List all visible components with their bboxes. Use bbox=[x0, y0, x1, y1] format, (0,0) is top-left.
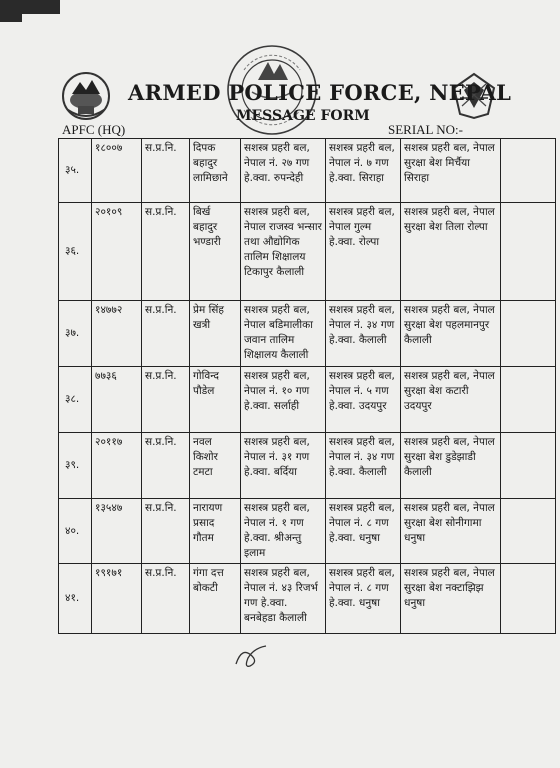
form-subtitle: MESSAGE FORM bbox=[236, 108, 370, 124]
cell-dest: सशस्त्र प्रहरी बल, नेपाल सुरक्षा बेश नक्टाझिझ धनुषा bbox=[401, 564, 501, 634]
cell-from: सशस्त्र प्रहरी बल, नेपाल नं. १० गण हे.क्वा. सर्लाही bbox=[241, 367, 326, 433]
cell-sn: ४१. bbox=[59, 564, 92, 634]
cell-sn: ४०. bbox=[59, 499, 92, 564]
cell-dest: सशस्त्र प्रहरी बल, नेपाल सुरक्षा बेश कटारी उदयपुर bbox=[401, 367, 501, 433]
cell-dest: सशस्त्र प्रहरी बल, नेपाल सुरक्षा बेश सोनीगामा धनुषा bbox=[401, 499, 501, 564]
cell-to: सशस्त्र प्रहरी बल, नेपाल नं. ७ गण हे.क्वा. सिराहा bbox=[326, 139, 401, 203]
cell-dest: सशस्त्र प्रहरी बल, नेपाल सुरक्षा बेश डुडेझाडी कैलाली bbox=[401, 433, 501, 499]
transfer-table bbox=[58, 138, 556, 634]
cell-to: सशस्त्र प्रहरी बल, नेपाल गुल्म हे.क्वा. रोल्पा bbox=[326, 203, 401, 301]
cell-to: सशस्त्र प्रहरी बल, नेपाल नं. ८ गण हे.क्वा. धनुषा bbox=[326, 499, 401, 564]
cell-rank: स.प्र.नि. bbox=[142, 499, 190, 564]
cell-from: सशस्त्र प्रहरी बल, नेपाल नं. २७ गण हे.क्वा. रुपन्देही bbox=[241, 139, 326, 203]
table-row bbox=[59, 564, 556, 634]
page-title: ARMED POLICE FORCE, NEPAL bbox=[128, 80, 512, 105]
cell-rank: स.प्र.नि. bbox=[142, 367, 190, 433]
cell-sn: ३५. bbox=[59, 139, 92, 203]
cell-remarks bbox=[501, 139, 556, 203]
cell-name: प्रेम सिंह खत्री bbox=[190, 301, 241, 367]
cell-from: सशस्त्र प्रहरी बल, नेपाल राजस्व भन्सार तथा औद्योगिक तालिम शिक्षालय टिकापुर कैलाली bbox=[241, 203, 326, 301]
cell-to: सशस्त्र प्रहरी बल, नेपाल नं. ५ गण हे.क्वा. उदयपुर bbox=[326, 367, 401, 433]
cell-id: ७७३६ bbox=[92, 367, 142, 433]
cell-sn: ३९. bbox=[59, 433, 92, 499]
cell-sn: ३८. bbox=[59, 367, 92, 433]
scan-shadow bbox=[0, 0, 60, 14]
cell-id: २०११७ bbox=[92, 433, 142, 499]
cell-name: दिपक बहादुर लामिछाने bbox=[190, 139, 241, 203]
table-row bbox=[59, 203, 556, 301]
cell-id: १८००७ bbox=[92, 139, 142, 203]
cell-rank: स.प्र.नि. bbox=[142, 139, 190, 203]
cell-from: सशस्त्र प्रहरी बल, नेपाल बडिमालीका जवान तालिम शिक्षालय कैलाली bbox=[241, 301, 326, 367]
cell-name: गोविन्द पौडेल bbox=[190, 367, 241, 433]
cell-remarks bbox=[501, 564, 556, 634]
table-row bbox=[59, 499, 556, 564]
serial-number-label: SERIAL NO:- bbox=[388, 122, 463, 137]
cell-rank: स.प्र.नि. bbox=[142, 301, 190, 367]
cell-dest: सशस्त्र प्रहरी बल, नेपाल सुरक्षा बेश मिर्चैया सिराहा bbox=[401, 139, 501, 203]
table-row bbox=[59, 433, 556, 499]
cell-id: १९१७१ bbox=[92, 564, 142, 634]
cell-remarks bbox=[501, 203, 556, 301]
cell-name: नारायण प्रसाद गौतम bbox=[190, 499, 241, 564]
table-row bbox=[59, 367, 556, 433]
cell-rank: स.प्र.नि. bbox=[142, 203, 190, 301]
cell-id: १३५४७ bbox=[92, 499, 142, 564]
table-row bbox=[59, 301, 556, 367]
nepal-emblem-icon bbox=[60, 70, 112, 126]
cell-sn: ३७. bbox=[59, 301, 92, 367]
cell-name: गंगा दत्त बोकटी bbox=[190, 564, 241, 634]
cell-to: सशस्त्र प्रहरी बल, नेपाल नं. ३४ गण हे.क्वा. कैलाली bbox=[326, 301, 401, 367]
cell-sn: ३६. bbox=[59, 203, 92, 301]
cell-dest: सशस्त्र प्रहरी बल, नेपाल सुरक्षा बेश पहलमानपुर कैलाली bbox=[401, 301, 501, 367]
cell-name: बिर्ख बहादुर भण्डारी bbox=[190, 203, 241, 301]
cell-from: सशस्त्र प्रहरी बल, नेपाल नं. १ गण हे.क्वा. श्रीअन्तु इलाम bbox=[241, 499, 326, 564]
cell-dest: सशस्त्र प्रहरी बल, नेपाल सुरक्षा बेश तिला रोल्पा bbox=[401, 203, 501, 301]
cell-remarks bbox=[501, 433, 556, 499]
scan-shadow-edge bbox=[0, 14, 22, 22]
cell-remarks bbox=[501, 499, 556, 564]
cell-from: सशस्त्र प्रहरी बल, नेपाल नं. ३१ गण हे.क्वा. बर्दिया bbox=[241, 433, 326, 499]
cell-to: सशस्त्र प्रहरी बल, नेपाल नं. ३४ गण हे.क्वा. कैलाली bbox=[326, 433, 401, 499]
cell-to: सशस्त्र प्रहरी बल, नेपाल नं. ८ गण हे.क्वा. धनुषा bbox=[326, 564, 401, 634]
cell-name: नवल किशोर टमटा bbox=[190, 433, 241, 499]
cell-id: १४७७२ bbox=[92, 301, 142, 367]
table-row bbox=[59, 139, 556, 203]
cell-rank: स.प्र.नि. bbox=[142, 564, 190, 634]
handwritten-signature bbox=[232, 640, 272, 674]
cell-remarks bbox=[501, 301, 556, 367]
cell-rank: स.प्र.नि. bbox=[142, 433, 190, 499]
cell-from: सशस्त्र प्रहरी बल, नेपाल नं. ४३ रिजर्भ गण हे.क्वा. बनबेहडा कैलाली bbox=[241, 564, 326, 634]
cell-remarks bbox=[501, 367, 556, 433]
cell-id: २०१०९ bbox=[92, 203, 142, 301]
office-code: APFC (HQ) bbox=[62, 122, 126, 137]
